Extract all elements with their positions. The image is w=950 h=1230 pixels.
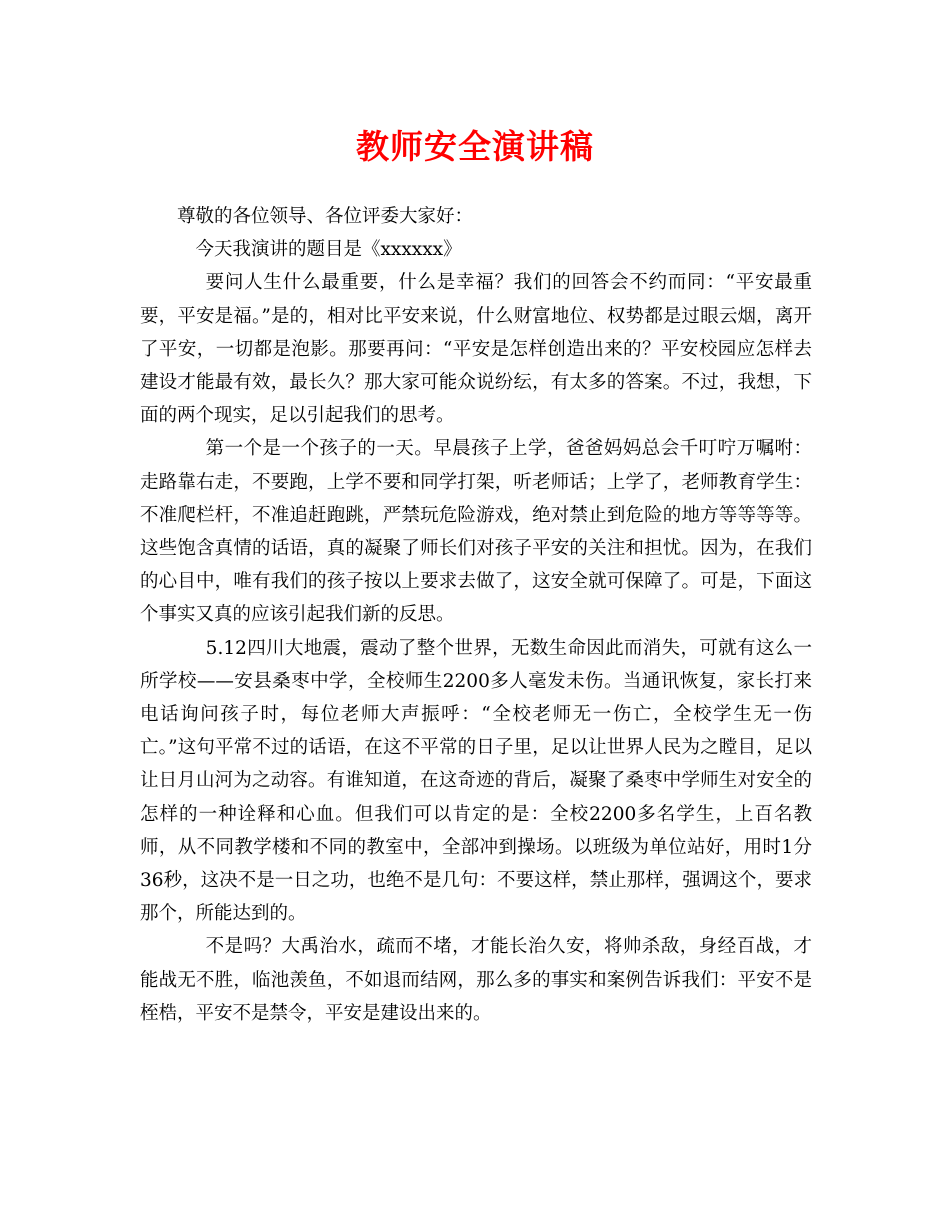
- body-paragraph: 5.12四川大地震，震动了整个世界，无数生命因此而消失，可就有这么一所学校——安县桑枣中学，全校师生2200多人毫发未伤。当通讯恢复，家长打来电话询问孩子时，每位老师大声振呼：“全校老师无一伤亡，全校学生无一伤亡。”这句平常不过的话语，在这不平常的日子里，足以让世界人民为之瞠目，足以让日月山河为之动容。有谁知道，在这奇迹的背后，凝聚了桑枣中学师生对安全的怎样的一种诠释和心血。但我们可以肯定的是：全校2200多名学生，上百名教师，从不同教学楼和不同的教室中，全部冲到操场。以班级为单位站好，用时1分36秒，这决不是一日之功，也绝不是几句：不要这样，禁止那样，强调这个，要求那个，所能达到的。: [140, 637, 812, 925]
- body-paragraph: 第一个是一个孩子的一天。早晨孩子上学，爸爸妈妈总会千叮咛万嘱咐：走路靠右走，不要跑，上学不要和同学打架，听老师话；上学了，老师教育学生：不准爬栏杆，不准追赶跑跳，严禁玩危险游戏，绝对禁止到危险的地方等等等等。这些饱含真情的话语，真的凝聚了师长们对孩子平安的关注和担忧。因为，在我们的心目中，唯有我们的孩子按以上要求去做了，这安全就可保障了。可是，下面这个事实又真的应该引起我们新的反思。: [140, 438, 812, 626]
- body-paragraph: 要问人生什么最重要，什么是幸福？我们的回答会不约而同：“平安最重要，平安是福。”是的，相对比平安来说，什么财富地位、权势都是过眼云烟，离开了平安，一切都是泡影。那要再问：“平安是怎样创造出来的？平安校园应怎样去建设才能最有效，最长久？那大家可能众说纷纭，有太多的答案。不过，我想，下面的两个现实，足以引起我们的思考。: [140, 272, 812, 427]
- document-title: 教师安全演讲稿: [356, 127, 594, 166]
- body-paragraph: 不是吗？大禹治水，疏而不堵，才能长治久安，将帅杀敌，身经百战，才能战无不胜，临池羡鱼，不如退而结网，那么多的事实和案例告诉我们：平安不是桎梏，平安不是禁令，平安是建设出来的。: [140, 936, 812, 1024]
- salutation-paragraph: 尊敬的各位领导、各位评委大家好：: [177, 206, 474, 227]
- document-body: [140, 200, 812, 1030]
- speech-topic-paragraph: 今天我演讲的题目是《xxxxxx》: [195, 239, 462, 261]
